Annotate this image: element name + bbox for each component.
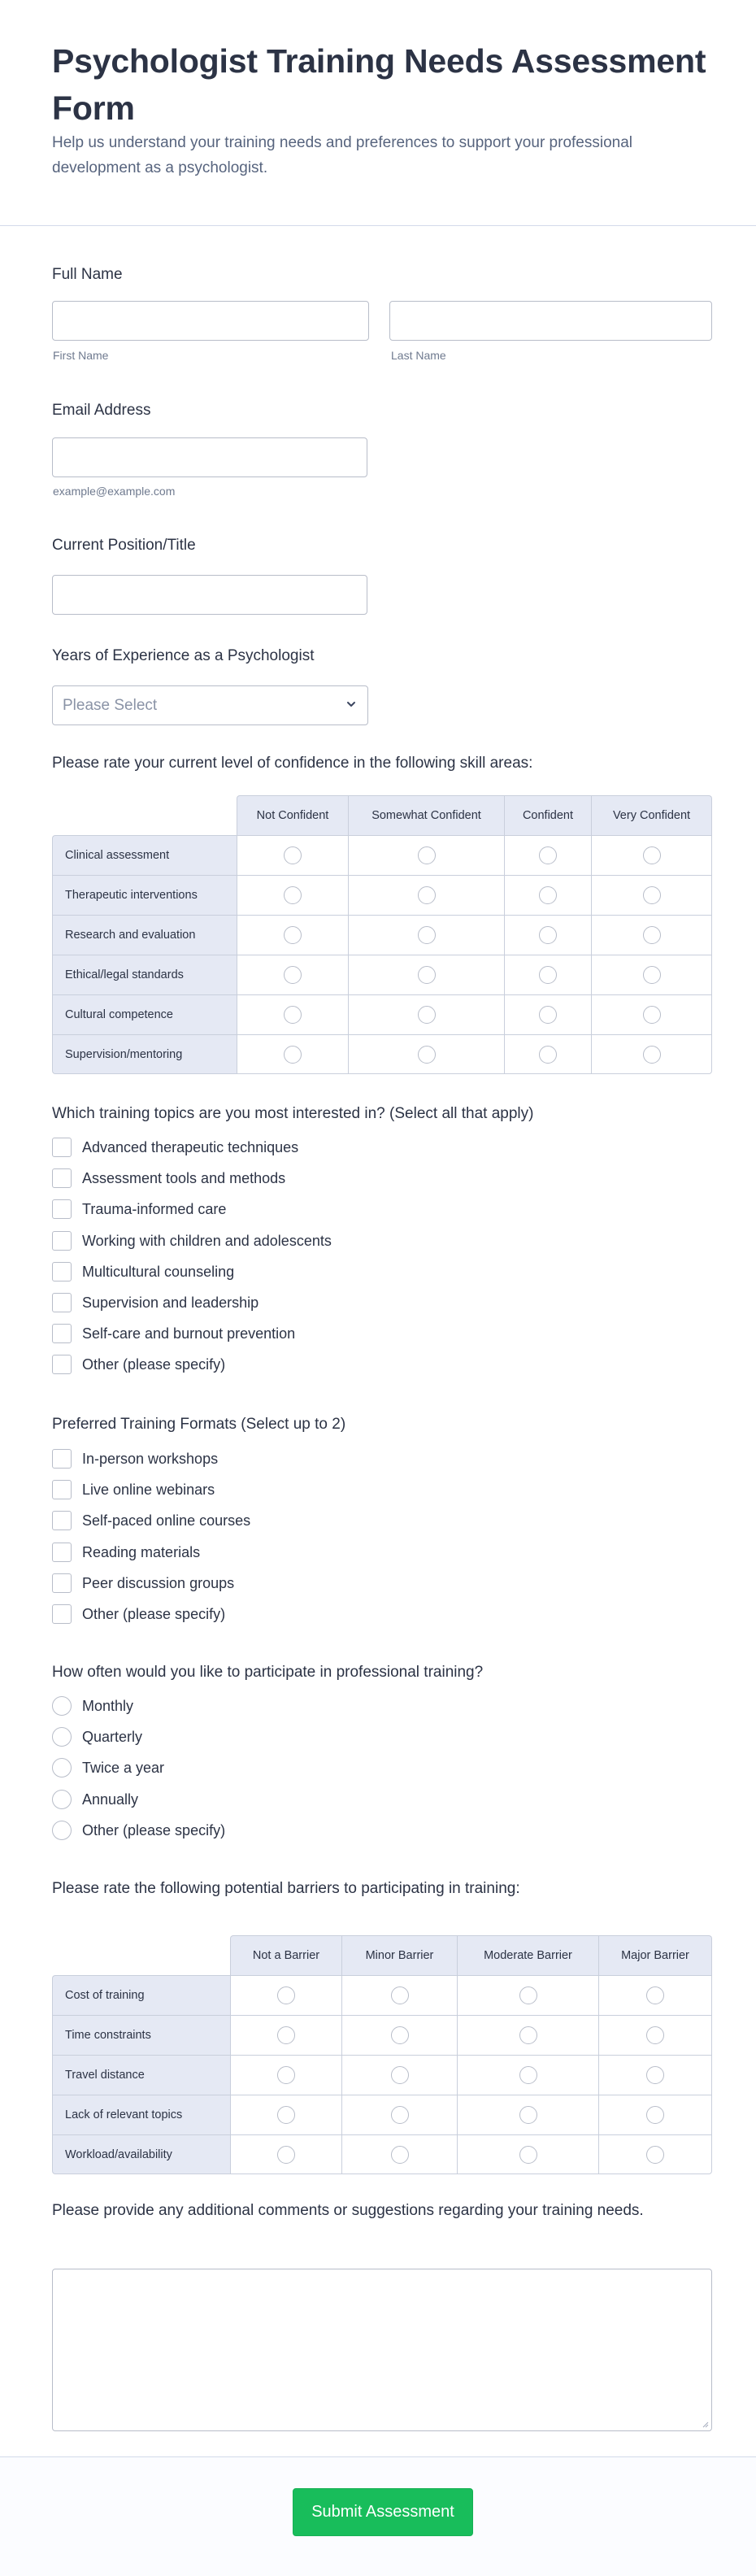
header-divider	[0, 225, 756, 226]
matrix-radio[interactable]	[391, 2066, 409, 2084]
matrix-radio[interactable]	[519, 2026, 537, 2044]
matrix-cell	[230, 2055, 342, 2095]
matrix-row	[52, 835, 712, 875]
matrix-cell	[505, 1034, 592, 1074]
matrix-radio[interactable]	[418, 1046, 436, 1064]
matrix-radio[interactable]	[277, 2026, 295, 2044]
matrix-row	[52, 1034, 712, 1074]
matrix-radio[interactable]	[519, 2146, 537, 2164]
topics-option[interactable]	[52, 1230, 332, 1251]
checkbox[interactable]	[52, 1449, 72, 1469]
row-label: Supervision/mentoring	[52, 1034, 237, 1074]
matrix-cell	[349, 1034, 505, 1074]
frequency-option[interactable]	[52, 1820, 225, 1841]
resize-grip-icon[interactable]	[702, 2421, 709, 2428]
matrix-cell	[592, 994, 712, 1034]
full-name-label: Full Name	[52, 266, 123, 283]
row-label: Cultural competence	[52, 994, 237, 1034]
matrix-corner	[52, 1935, 230, 1975]
barriers-question: Please rate the following potential barriers to participating in training:	[52, 1880, 520, 1897]
option-label: Assessment tools and methods	[82, 1170, 286, 1187]
matrix-row	[52, 994, 712, 1034]
matrix-cell	[237, 994, 349, 1034]
matrix-radio[interactable]	[277, 2066, 295, 2084]
matrix-radio[interactable]	[519, 2106, 537, 2124]
matrix-radio[interactable]	[539, 1046, 557, 1064]
matrix-radio[interactable]	[539, 1006, 557, 1024]
matrix-radio[interactable]	[391, 1986, 409, 2004]
frequency-option[interactable]	[52, 1726, 142, 1747]
matrix-radio[interactable]	[646, 2066, 664, 2084]
matrix-radio[interactable]	[284, 966, 302, 984]
matrix-cell	[592, 955, 712, 994]
matrix-cell	[592, 835, 712, 875]
checkbox[interactable]	[52, 1231, 72, 1251]
column-header: Minor Barrier	[342, 1935, 458, 1975]
matrix-cell	[592, 915, 712, 955]
topics-option[interactable]	[52, 1137, 298, 1158]
matrix-radio[interactable]	[643, 966, 661, 984]
row-label: Time constraints	[52, 2015, 230, 2055]
position-input[interactable]	[52, 575, 367, 615]
matrix-cell	[505, 915, 592, 955]
option-label: Twice a year	[82, 1760, 165, 1777]
topics-option[interactable]	[52, 1292, 259, 1313]
matrix-cell	[505, 875, 592, 915]
radio-button[interactable]	[52, 1696, 72, 1716]
frequency-question: How often would you like to participate in professional training?	[52, 1664, 484, 1681]
formats-option[interactable]	[52, 1603, 225, 1625]
matrix-radio[interactable]	[284, 1046, 302, 1064]
option-label: Monthly	[82, 1698, 134, 1714]
matrix-cell	[237, 835, 349, 875]
row-label: Ethical/legal standards	[52, 955, 237, 994]
matrix-cell	[230, 1975, 342, 2015]
option-label: In-person workshops	[82, 1451, 219, 1467]
checkbox[interactable]	[52, 1355, 72, 1374]
first-name-sublabel: First Name	[53, 349, 109, 362]
submit-button[interactable]: Submit Assessment	[293, 2488, 473, 2536]
matrix-radio[interactable]	[418, 926, 436, 944]
matrix-cell	[458, 2055, 599, 2095]
column-header: Somewhat Confident	[349, 795, 505, 835]
matrix-row	[52, 2134, 712, 2174]
matrix-radio[interactable]	[418, 1006, 436, 1024]
matrix-radio[interactable]	[539, 846, 557, 864]
matrix-radio[interactable]	[284, 926, 302, 944]
formats-question: Preferred Training Formats (Select up to 2)	[52, 1416, 346, 1433]
matrix-cell	[592, 875, 712, 915]
matrix-cell	[237, 1034, 349, 1074]
matrix-cell	[237, 915, 349, 955]
experience-select[interactable]	[52, 685, 368, 725]
comments-textarea[interactable]	[52, 2269, 712, 2431]
barriers-matrix	[52, 1935, 712, 2174]
matrix-cell	[349, 875, 505, 915]
matrix-cell	[230, 2015, 342, 2055]
matrix-radio[interactable]	[391, 2146, 409, 2164]
formats-option[interactable]	[52, 1479, 215, 1500]
matrix-row	[52, 1975, 712, 2015]
formats-option[interactable]	[52, 1510, 250, 1531]
matrix-cell	[458, 2015, 599, 2055]
matrix-radio[interactable]	[539, 926, 557, 944]
matrix-row	[52, 955, 712, 994]
matrix-cell	[599, 2015, 712, 2055]
frequency-option[interactable]	[52, 1695, 133, 1717]
matrix-radio[interactable]	[539, 886, 557, 904]
row-label: Research and evaluation	[52, 915, 237, 955]
option-label: Working with children and adolescents	[82, 1232, 332, 1249]
matrix-radio[interactable]	[418, 886, 436, 904]
matrix-radio[interactable]	[643, 846, 661, 864]
matrix-radio[interactable]	[277, 1986, 295, 2004]
option-label: Advanced therapeutic techniques	[82, 1139, 299, 1155]
matrix-cell	[458, 2134, 599, 2174]
row-label: Lack of relevant topics	[52, 2095, 230, 2134]
option-label: Live online webinars	[82, 1482, 215, 1499]
form-title: Psychologist Training Needs Assessment Form	[52, 42, 706, 127]
row-label: Therapeutic interventions	[52, 875, 237, 915]
topics-option[interactable]	[52, 1261, 234, 1282]
checkbox[interactable]	[52, 1138, 72, 1157]
matrix-cell	[505, 835, 592, 875]
matrix-cell	[505, 994, 592, 1034]
matrix-cell	[342, 1975, 458, 2015]
row-label: Clinical assessment	[52, 835, 237, 875]
topics-question: Which training topics are you most interested in? (Select all that apply)	[52, 1105, 534, 1122]
option-label: Other (please specify)	[82, 1606, 226, 1622]
checkbox[interactable]	[52, 1293, 72, 1312]
matrix-radio[interactable]	[284, 846, 302, 864]
radio-button[interactable]	[52, 1790, 72, 1809]
email-label: Email Address	[52, 402, 151, 419]
checkbox[interactable]	[52, 1199, 72, 1219]
matrix-cell	[349, 915, 505, 955]
option-label: Reading materials	[82, 1543, 201, 1560]
position-label: Current Position/Title	[52, 537, 196, 554]
last-name-sublabel: Last Name	[391, 349, 446, 362]
checkbox[interactable]	[52, 1543, 72, 1562]
matrix-cell	[505, 955, 592, 994]
chevron-down-icon	[346, 699, 356, 709]
experience-select-value: Please Select	[63, 697, 158, 714]
matrix-radio[interactable]	[418, 846, 436, 864]
matrix-cell	[230, 2095, 342, 2134]
matrix-row	[52, 915, 712, 955]
frequency-option[interactable]	[52, 1757, 164, 1778]
column-header: Moderate Barrier	[458, 1935, 599, 1975]
matrix-radio[interactable]	[284, 1006, 302, 1024]
matrix-cell	[349, 835, 505, 875]
checkbox[interactable]	[52, 1573, 72, 1593]
experience-label: Years of Experience as a Psychologist	[52, 647, 315, 664]
formats-option[interactable]	[52, 1542, 200, 1563]
matrix-radio[interactable]	[277, 2146, 295, 2164]
checkbox[interactable]	[52, 1511, 72, 1530]
form-description: Help us understand your training needs and preferences to support your professional development as a psychologist.	[52, 134, 632, 176]
matrix-radio[interactable]	[391, 2026, 409, 2044]
matrix-row	[52, 2015, 712, 2055]
matrix-corner	[52, 795, 237, 835]
topics-option[interactable]	[52, 1168, 285, 1189]
matrix-radio[interactable]	[643, 1046, 661, 1064]
matrix-radio[interactable]	[539, 966, 557, 984]
option-label: Self-paced online courses	[82, 1512, 251, 1530]
confidence-question: Please rate your current level of confidence in the following skill areas:	[52, 755, 533, 772]
option-label: Self-care and burnout prevention	[82, 1325, 296, 1342]
radio-button[interactable]	[52, 1821, 72, 1840]
confidence-matrix	[52, 795, 712, 1074]
matrix-radio[interactable]	[643, 886, 661, 904]
footer-divider	[0, 2456, 756, 2457]
row-label: Travel distance	[52, 2055, 230, 2095]
matrix-radio[interactable]	[646, 2106, 664, 2124]
matrix-radio[interactable]	[646, 2146, 664, 2164]
matrix-cell	[599, 2095, 712, 2134]
radio-button[interactable]	[52, 1758, 72, 1778]
matrix-row	[52, 2055, 712, 2095]
row-label: Cost of training	[52, 1975, 230, 2015]
first-name-input[interactable]	[52, 301, 369, 341]
matrix-radio[interactable]	[519, 1986, 537, 2004]
column-header: Confident	[505, 795, 592, 835]
checkbox[interactable]	[52, 1604, 72, 1624]
column-header: Not Confident	[237, 795, 349, 835]
matrix-radio[interactable]	[643, 926, 661, 944]
formats-option[interactable]	[52, 1448, 218, 1469]
radio-button[interactable]	[52, 1727, 72, 1747]
matrix-radio[interactable]	[277, 2106, 295, 2124]
matrix-cell	[342, 2015, 458, 2055]
checkbox[interactable]	[52, 1262, 72, 1281]
option-label: Quarterly	[82, 1729, 143, 1746]
checkbox[interactable]	[52, 1324, 72, 1343]
matrix-radio[interactable]	[418, 966, 436, 984]
matrix-cell	[230, 2134, 342, 2174]
column-header: Very Confident	[592, 795, 712, 835]
option-label: Peer discussion groups	[82, 1574, 235, 1591]
topics-option[interactable]	[52, 1199, 226, 1220]
frequency-option[interactable]	[52, 1789, 138, 1810]
option-label: Trauma-informed care	[82, 1201, 227, 1218]
email-sublabel: example@example.com	[53, 485, 176, 498]
option-label: Multicultural counseling	[82, 1263, 235, 1280]
matrix-radio[interactable]	[391, 2106, 409, 2124]
option-label: Annually	[82, 1791, 139, 1808]
matrix-radio[interactable]	[643, 1006, 661, 1024]
email-input[interactable]	[52, 437, 367, 477]
option-label: Supervision and leadership	[82, 1295, 259, 1311]
last-name-input[interactable]	[389, 301, 712, 341]
matrix-cell	[349, 955, 505, 994]
column-header: Not a Barrier	[230, 1935, 342, 1975]
matrix-cell	[599, 1975, 712, 2015]
matrix-row	[52, 2095, 712, 2134]
matrix-cell	[458, 2095, 599, 2134]
checkbox[interactable]	[52, 1168, 72, 1188]
column-header: Major Barrier	[599, 1935, 712, 1975]
option-label: Other (please specify)	[82, 1356, 226, 1373]
matrix-cell	[342, 2095, 458, 2134]
matrix-radio[interactable]	[519, 2066, 537, 2084]
matrix-cell	[342, 2134, 458, 2174]
matrix-cell	[237, 955, 349, 994]
matrix-cell	[237, 875, 349, 915]
option-label: Other (please specify)	[82, 1821, 226, 1838]
matrix-row	[52, 875, 712, 915]
matrix-radio[interactable]	[646, 1986, 664, 2004]
matrix-cell	[349, 994, 505, 1034]
topics-option[interactable]	[52, 1323, 295, 1344]
matrix-cell	[458, 1975, 599, 2015]
row-label: Workload/availability	[52, 2134, 230, 2174]
matrix-cell	[342, 2055, 458, 2095]
matrix-radio[interactable]	[646, 2026, 664, 2044]
matrix-cell	[599, 2134, 712, 2174]
matrix-cell	[592, 1034, 712, 1074]
matrix-radio[interactable]	[284, 886, 302, 904]
checkbox[interactable]	[52, 1480, 72, 1499]
topics-option[interactable]	[52, 1354, 225, 1375]
formats-option[interactable]	[52, 1573, 234, 1594]
matrix-cell	[599, 2055, 712, 2095]
comments-label: Please provide any additional comments or suggestions regarding your training needs.	[52, 2202, 644, 2219]
